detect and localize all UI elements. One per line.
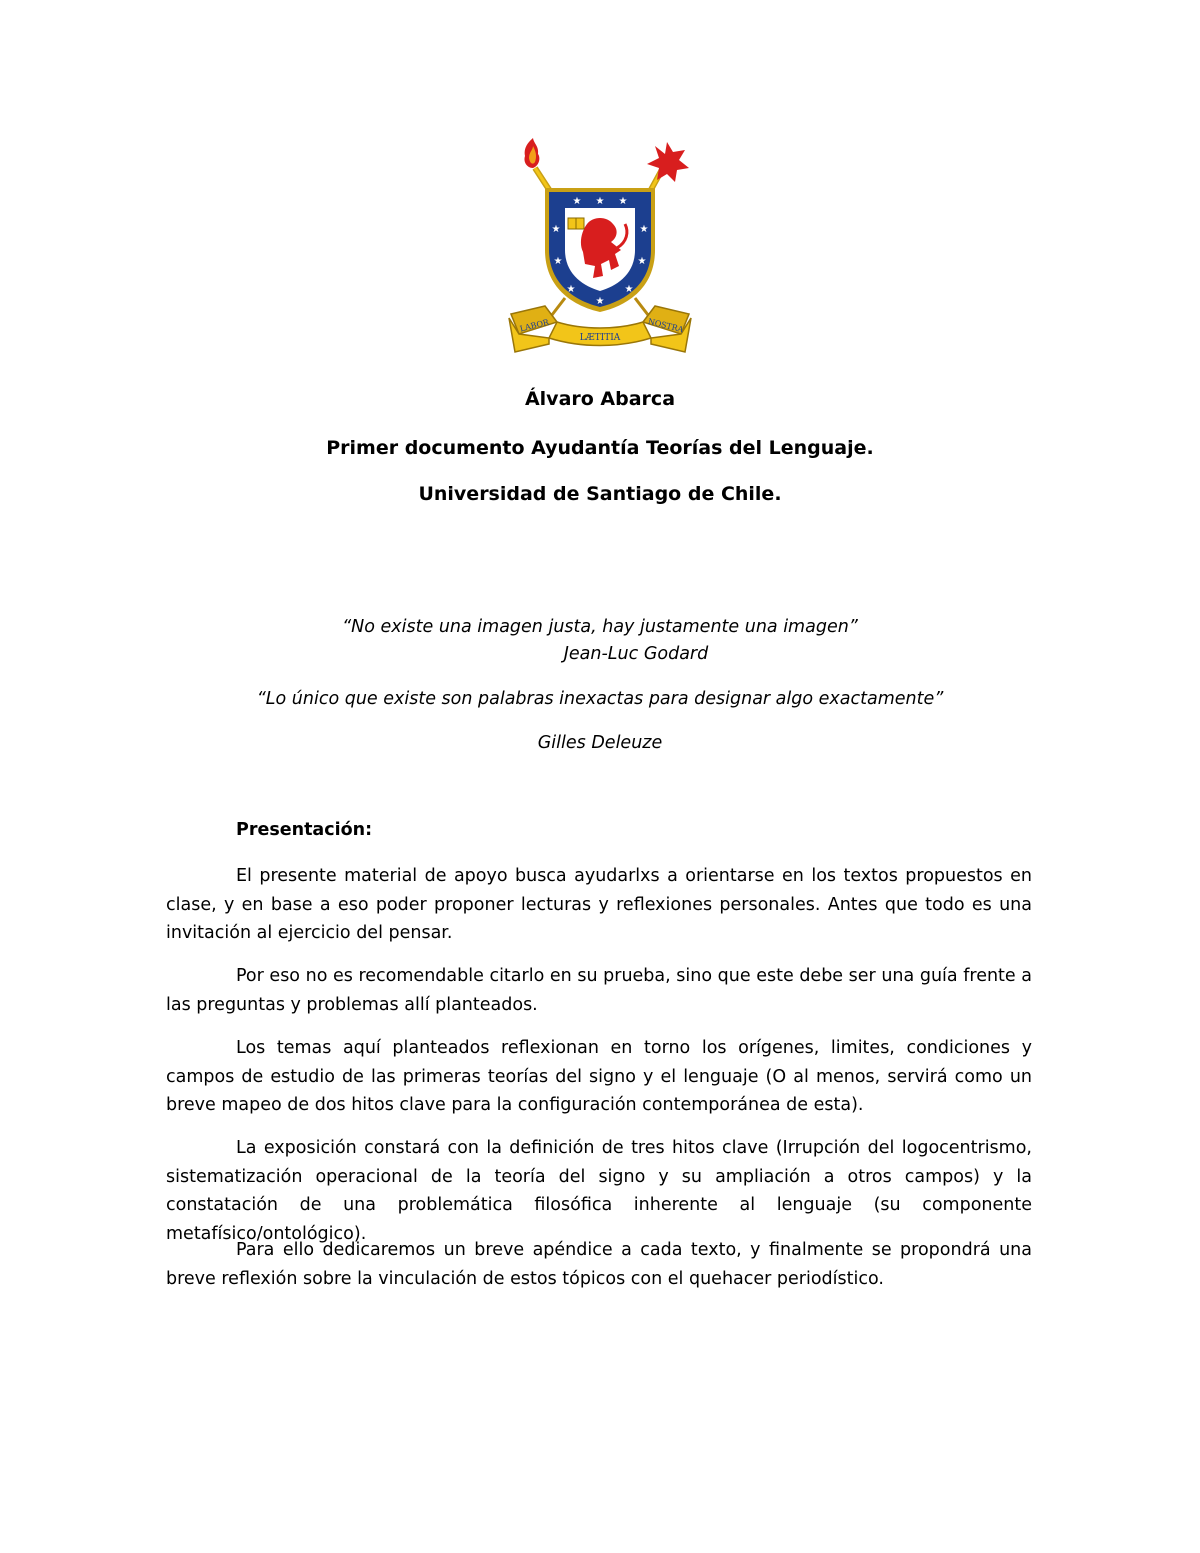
motto-word-2: LÆTITIA [579,333,621,343]
motto-word-1: LABOR [518,317,550,334]
document-author: Álvaro Abarca [524,388,676,410]
svg-text:★: ★ [595,196,605,207]
document-institution: Universidad de Santiago de Chile. [418,483,782,505]
paragraph-3: Los temas aquí planteados reflexionan en torno los orígenes, limites, condiciones y campos de estudio de las primeras teorías del signo y el lenguaje (O al menos, servirá como un breve mapeo de dos hitos clave para la configuración contemporánea de esta). [166,1038,1032,1115]
shield-icon [545,188,655,312]
paragraph-4: La exposición constará con la definición de tres hitos clave (Irrupción del logocentrismo, sistematización operacional de la teoría del signo y su ampliación a otros campos) y la constatación de una problemática filosófica inherente al lenguaje (su componente metafísico/ontológico). [166,1138,1032,1244]
paragraph-5: Para ello dedicaremos un breve apéndice a cada texto, y finalmente se propondrá una breve reflexión sobre la vinculación de estos tópicos con el quehacer periodístico. [166,1240,1032,1289]
svg-text:★: ★ [566,284,576,295]
epigraph-author-1: Jean-Luc Godard [563,644,709,664]
svg-text:★: ★ [637,256,647,267]
svg-text:★: ★ [639,224,649,235]
paragraph-1: El presente material de apoyo busca ayudarlxs a orientarse en los textos propuestos en clase, y en base a eso poder proponer lecturas y reflexiones personales. Antes que todo es una invitación al ejercicio del pensar. [166,866,1032,943]
svg-text:★: ★ [595,296,605,307]
svg-text:★: ★ [551,224,561,235]
document-title: Primer documento Ayudantía Teorías del Lenguaje. [326,437,874,459]
svg-text:★: ★ [553,256,563,267]
epigraph-author-2: Gilles Deleuze [537,733,663,753]
motto-word-3: NOSTRA [646,316,685,335]
paragraph-2: Por eso no es recomendable citarlo en su prueba, sino que este debe ser una guía frente a las preguntas y problemas allí planteados. [166,966,1032,1015]
svg-text:★: ★ [618,196,628,207]
svg-text:★: ★ [572,196,582,207]
section-heading: Presentación: [236,820,373,840]
university-coat-of-arms [505,138,695,360]
svg-text:★: ★ [624,284,634,295]
epigraph-quote-2: “Lo único que existe son palabras inexactas para designar algo exactamente” [256,689,944,709]
motto-ribbon [509,306,691,352]
epigraph-quote-1: “No existe una imagen justa, hay justamente una imagen” [342,617,858,637]
